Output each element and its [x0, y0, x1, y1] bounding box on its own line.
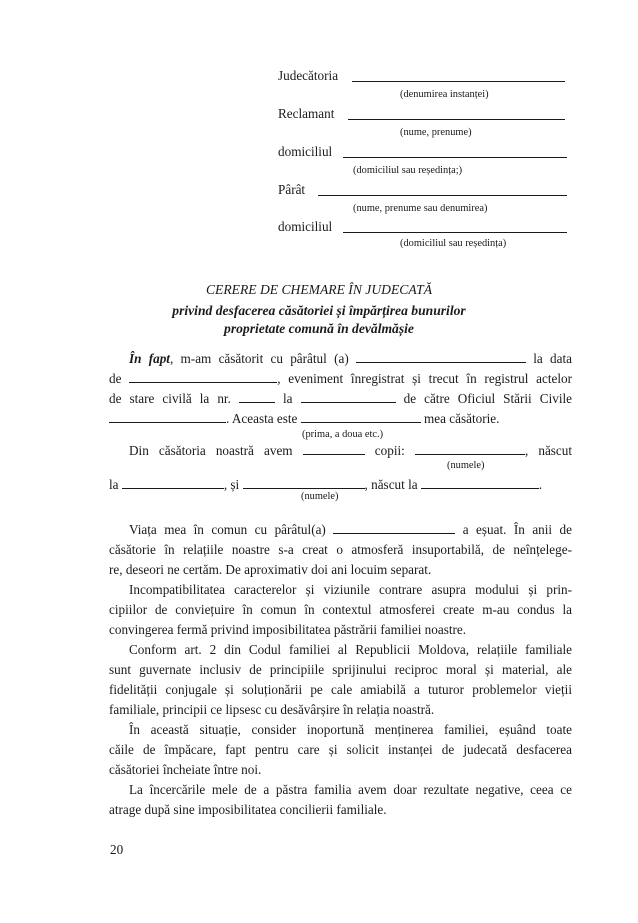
domicile-label-2: domiciliul	[278, 219, 333, 234]
p1-text-h: . Aceasta este	[226, 411, 298, 426]
child1-name-hint: (numele)	[447, 460, 485, 471]
p1-line1	[109, 350, 572, 368]
p6-line1: În această situație, consider inoportună menținerea familiei, eșuând toate	[129, 722, 572, 737]
p2-line1	[109, 442, 572, 460]
p3-line3: re, deseori ne certăm. De aproximativ doi ani locuim separat.	[109, 562, 432, 577]
domicile-label-1: domiciliul	[278, 144, 333, 159]
p5-line1: Conform art. 2 din Codul familiei al Republicii Moldova, relațiile familiale	[129, 642, 572, 657]
p5-line4: familiale, principii ce lipsesc cu desăvârșire în relația noastră.	[109, 702, 435, 717]
domicile-hint-1: (domiciliul sau reședința;)	[353, 165, 463, 176]
p2-text-d: la	[109, 477, 119, 492]
p2-text-b: copii:	[374, 443, 405, 458]
p1-text-c: de	[109, 371, 122, 386]
defendant-hint: (nume, prenume sau denumirea)	[353, 203, 488, 214]
child1-name-blank[interactable]	[415, 442, 525, 455]
children-count-blank[interactable]	[303, 442, 365, 455]
court-label: Judecătoria	[278, 68, 339, 83]
domicile-field-1[interactable]	[343, 157, 567, 158]
p6-line2: căile de împăcare, fapt pentru care și solicit instanței de judecată desfacerea	[109, 742, 572, 757]
p1-text-e: de stare civilă la nr.	[109, 391, 231, 406]
p5-line3: fidelității conjugale și soluționării pe cale amiabilă a tuturor problemelor vieții	[109, 682, 572, 697]
page-number: 20	[110, 842, 124, 857]
civil-office-blank[interactable]	[109, 410, 226, 423]
registry-date-blank[interactable]	[301, 390, 396, 403]
p1-line2	[109, 370, 572, 388]
p5-line2: sunt guvernate inclusiv de principiile sprijinului reciproc moral și material, ale	[109, 662, 572, 677]
p2-text-f: , născut la	[364, 477, 418, 492]
p2-text-g: .	[538, 477, 543, 492]
p1-text-a: , m-am căsătorit cu pârâtul (a)	[169, 351, 349, 366]
child2-birthdate-blank[interactable]	[421, 476, 539, 489]
p3-line1	[109, 521, 572, 539]
p3-text-b: a eșuat. În anii de	[462, 522, 572, 537]
p1-text-b: la data	[533, 351, 572, 366]
child2-name-blank[interactable]	[243, 476, 365, 489]
defendant-name-blank[interactable]	[356, 350, 526, 363]
p1-text-i: mea căsătorie.	[424, 411, 500, 426]
p1-line3	[109, 390, 572, 408]
p4-line2: cipiilor de conviețuire în comun în contextul atmosferei create m-au condus la	[109, 602, 572, 617]
p1-line4	[109, 410, 572, 428]
child2-name-hint: (numele)	[301, 491, 339, 502]
p1-lead: În fapt	[129, 351, 170, 366]
defendant-field[interactable]	[318, 195, 567, 196]
p1-text-d: , eveniment înregistrat și trecut în registrul actelor	[277, 371, 572, 386]
registry-number-blank[interactable]	[239, 390, 275, 403]
document-title: CERERE DE CHEMARE ÎN JUDECATĂ	[205, 282, 433, 297]
marriage-order-blank[interactable]	[301, 410, 421, 423]
p7-line1: La încercările mele de a păstra familia avem doar rezultate negative, ceea ce	[129, 782, 572, 797]
document-subtitle-line1: privind desfacerea căsătoriei și împărțirea bunurilor	[172, 303, 466, 318]
defendant-name-blank-2[interactable]	[333, 521, 455, 534]
document-subtitle-line2: proprietate comună în devălmășie	[224, 321, 414, 336]
marriage-date-blank[interactable]	[129, 370, 277, 383]
domicile-field-2[interactable]	[343, 232, 567, 233]
p7-line2: atrage după sine imposibilitatea concilierii familiale.	[109, 802, 387, 817]
p6-line3: căsătoriei încheiate între noi.	[109, 762, 262, 777]
p2-line2	[109, 476, 572, 494]
p4-line3: convingerea fermă privind imposibilitatea păstrării familiei noastre.	[109, 622, 467, 637]
plaintiff-field[interactable]	[348, 119, 565, 120]
court-hint: (denumirea instanței)	[400, 89, 489, 100]
domicile-hint-2: (domiciliul sau reședința)	[400, 238, 507, 249]
p3-text-a: Viața mea în comun cu pârâtul(a)	[129, 522, 326, 537]
p2-text-e: , și	[223, 477, 240, 492]
p1-text-f: la	[282, 391, 293, 406]
p1-text-g: de către Oficiul Stării Civile	[403, 391, 572, 406]
marriage-order-hint: (prima, a doua etc.)	[302, 429, 384, 440]
plaintiff-label: Reclamant	[278, 106, 335, 121]
child1-birthdate-blank[interactable]	[122, 476, 224, 489]
p2-text-c: , născut	[524, 443, 572, 458]
court-field[interactable]	[352, 81, 565, 82]
p2-text-a: Din căsătoria noastră avem	[129, 443, 293, 458]
defendant-label: Pârât	[278, 182, 306, 197]
p4-line1: Incompatibilitatea caracterelor și viziunile contrare asupra modului și prin-	[129, 582, 572, 597]
p3-line2: căsătorie în relațiile noastre s-a creat o atmosferă insuportabilă, de neînțelege-	[109, 542, 572, 557]
plaintiff-hint: (nume, prenume)	[400, 127, 472, 138]
